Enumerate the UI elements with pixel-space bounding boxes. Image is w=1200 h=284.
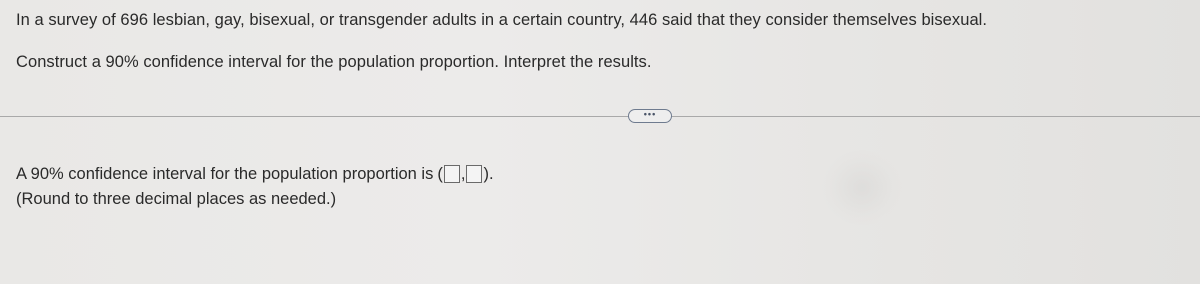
question-line-survey: In a survey of 696 lesbian, gay, bisexual, or transgender adults in a certain country, 446 said that they consider themselves bisexual. — [16, 11, 988, 29]
close-paren: ). — [483, 165, 494, 183]
question-line-instruction: Construct a 90% confidence interval for the population proportion. Interpret the results. — [16, 53, 652, 71]
open-paren: ( — [437, 165, 443, 183]
lower-bound-input[interactable] — [444, 165, 460, 183]
background-smudge — [822, 150, 902, 225]
answer-line — [16, 164, 494, 184]
answer-section — [16, 164, 494, 209]
answer-prompt: A 90% confidence interval for the population proportion is — [16, 165, 434, 183]
more-options-button[interactable] — [628, 109, 672, 123]
comma: , — [460, 165, 466, 183]
upper-bound-input[interactable] — [466, 165, 482, 183]
ellipsis-icon: ••• — [643, 109, 657, 119]
divider — [0, 116, 1200, 117]
rounding-note: (Round to three decimal places as needed.) — [16, 190, 337, 208]
question-text — [16, 10, 1186, 72]
